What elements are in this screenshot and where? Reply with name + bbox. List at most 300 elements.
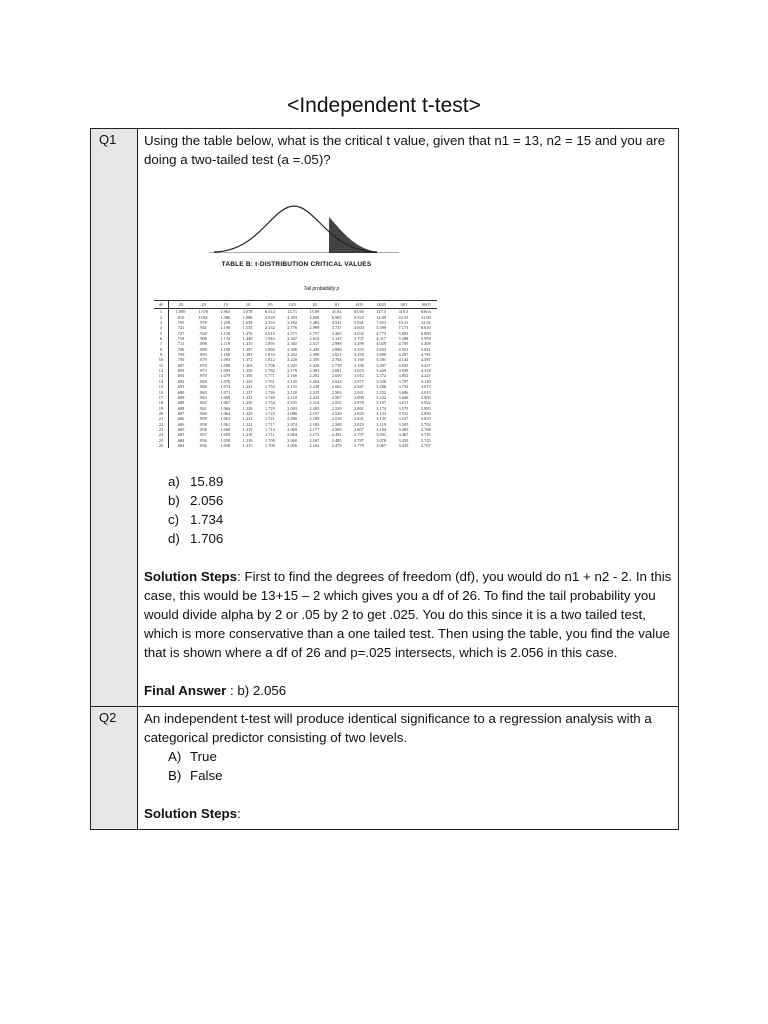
table-cell: 3.365 [331, 330, 342, 336]
table-cell: 2.896 [331, 346, 342, 352]
table-cell: 3.078 [376, 437, 387, 443]
table-cell: .697 [176, 362, 185, 368]
option-false[interactable]: B) False [168, 768, 223, 784]
table-cell: 26 [154, 443, 169, 448]
table-cell: 2.920 [264, 314, 275, 320]
table-cell: 19 [154, 406, 169, 411]
final-answer-label: Final Answer [144, 683, 227, 699]
table-cell: 1.134 [220, 336, 231, 342]
table-cell: 1.341 [242, 384, 253, 390]
table-cell: 2.205 [309, 405, 320, 411]
table-cell: 2.179 [287, 368, 298, 374]
table-cell: 1.533 [242, 325, 253, 331]
table-cell: 3.497 [376, 362, 387, 368]
table-cell: 3.250 [353, 352, 364, 358]
table-cell: 24 [154, 432, 169, 437]
table-cell: 2.183 [309, 421, 320, 427]
table-cell: 4.785 [398, 341, 409, 347]
table-cell: .706 [176, 346, 185, 352]
table-cell: 1.074 [220, 384, 231, 390]
table-cell: 3.467 [398, 432, 409, 438]
table-cell: 2.177 [309, 426, 320, 432]
table-cell: 3.182 [287, 320, 298, 326]
table-cell: 2.479 [331, 442, 342, 448]
table-header-cell: .0005 [415, 301, 437, 309]
table-cell: 2.977 [353, 378, 364, 384]
table-cell: 2.539 [331, 405, 342, 411]
table-header-cell: .02 [303, 301, 325, 309]
table-cell: 3.055 [353, 368, 364, 374]
table-cell: 3.106 [353, 362, 364, 368]
table-cell: 3.930 [398, 368, 409, 374]
table-cell: 2.060 [287, 437, 298, 443]
table-cell: .694 [176, 373, 185, 379]
table-cell: 3.153 [376, 410, 387, 416]
question-body [138, 707, 679, 830]
table-cell: 2.528 [331, 410, 342, 416]
table-cell: 3.787 [398, 378, 409, 384]
table-cell: 2.947 [353, 384, 364, 390]
table-cell: .686 [176, 421, 185, 427]
table-cell: 1.250 [220, 320, 231, 326]
question-number: Q2 [91, 707, 138, 830]
table-cell: .695 [176, 368, 185, 374]
table-cell: 2.552 [331, 400, 342, 406]
table-cell: 3.499 [353, 341, 364, 347]
table-cell: 1.321 [242, 421, 253, 427]
table-cell: 22.33 [398, 314, 409, 320]
table-cell: 31.82 [331, 309, 342, 315]
table-cell: 3 [154, 320, 169, 325]
table-cell: 2.120 [287, 389, 298, 395]
table-cell: 1.734 [264, 400, 275, 406]
table-cell: 3.450 [398, 437, 409, 443]
table-cell: 3.252 [376, 389, 387, 395]
table-cell: 2.131 [287, 384, 298, 390]
table-cell: 25 [154, 438, 169, 443]
table-cell: 1.058 [220, 442, 231, 448]
table-cell: 2.093 [287, 405, 298, 411]
table-cell: .689 [176, 394, 185, 400]
table-header-cell: .20 [192, 301, 214, 309]
table-cell: 3.078 [242, 309, 253, 315]
table-cell: .703 [176, 352, 185, 358]
table-cell: 1.069 [220, 394, 231, 400]
table-cell: 1.860 [264, 346, 275, 352]
table-cell: 1.833 [264, 352, 275, 358]
table-cell: 5.841 [353, 320, 364, 326]
table-cell: .861 [199, 405, 207, 411]
table-header-cell: .005 [348, 301, 370, 309]
table-cell: 2.228 [287, 357, 298, 363]
table-cell: 3.819 [420, 416, 431, 422]
table-cell: 1.812 [264, 357, 275, 363]
table-cell: 3.922 [420, 400, 431, 406]
table-cell: 1.706 [264, 442, 275, 448]
table-cell: 3.646 [398, 394, 409, 400]
table-cell: 1.337 [242, 389, 253, 395]
table-cell: .692 [176, 378, 185, 384]
table-header-cell: df [154, 301, 169, 309]
table-cell: .978 [199, 320, 207, 326]
table-cell: 1.190 [220, 325, 231, 331]
table-cell: 2.235 [309, 389, 320, 395]
table-cell: 2.264 [309, 378, 320, 384]
table-cell: 63.66 [353, 309, 364, 315]
question-text: An independent t-test will produce identical significance to a regression analysis with a categorical predictor consisting of two levels. [144, 711, 652, 746]
table-cell: 2.508 [331, 421, 342, 427]
table-cell: 2.167 [309, 437, 320, 443]
table-cell: 22 [154, 422, 169, 427]
table-cell: 3.965 [420, 394, 431, 400]
table-cell: 2.807 [353, 426, 364, 432]
table-cell: 21 [154, 416, 169, 421]
table-cell: 3.067 [376, 442, 387, 448]
table-cell: 2.145 [287, 378, 298, 384]
table-cell: 1.000 [175, 309, 186, 315]
table-cell: 9 [154, 352, 169, 357]
table-cell: 3.435 [398, 442, 409, 448]
table-cell: 3.707 [420, 442, 431, 448]
table-cell: .700 [176, 357, 185, 363]
table-cell: 2.999 [309, 325, 320, 331]
table-cell: 2.328 [309, 362, 320, 368]
table-cell: 12.71 [287, 309, 298, 315]
table-cell: 1.753 [264, 384, 275, 390]
table-cell: 3.552 [398, 410, 409, 416]
question-number: Q1 [91, 129, 138, 707]
table-cell: 1.771 [264, 373, 275, 379]
table-cell: 2.583 [331, 389, 342, 395]
table-cell: 4.297 [398, 352, 409, 358]
table-cell: 1.782 [264, 368, 275, 374]
table-cell: 3.428 [376, 368, 387, 374]
table-header-cell: .001 [392, 301, 414, 309]
table-cell: 1.638 [242, 320, 253, 326]
table-cell: 8.610 [420, 325, 431, 331]
table-header-cell: .025 [281, 301, 303, 309]
question-body [138, 129, 679, 707]
table-cell: 3.482 [309, 320, 320, 326]
table-cell: 6 [154, 336, 169, 341]
table-cell: 1.061 [220, 421, 231, 427]
table-cell: 1.059 [220, 432, 231, 438]
table-cell: .686 [176, 416, 185, 422]
table-cell: 4.073 [420, 384, 431, 390]
table-header-cell: .25 [169, 301, 192, 309]
table-cell: .857 [199, 432, 207, 438]
table-cell: 12.92 [420, 320, 431, 326]
table-cell: .873 [199, 368, 207, 374]
table-cell: 2.306 [287, 346, 298, 352]
table-cell: 10 [154, 357, 169, 362]
table-cell: 1.119 [220, 341, 231, 347]
table-cell: 1.060 [220, 426, 231, 432]
table-cell: 3.169 [353, 357, 364, 363]
table-cell: 3.505 [398, 421, 409, 427]
table-cell: 2.359 [309, 357, 320, 363]
table-cell: 3.725 [420, 437, 431, 443]
option-true[interactable]: A) True [168, 749, 217, 765]
table-cell: 1.943 [264, 336, 275, 342]
table-cell: 1.746 [264, 389, 275, 395]
table-cell: 3.119 [376, 421, 387, 427]
table-cell: 1.066 [220, 405, 231, 411]
table-cell: 6.965 [331, 314, 342, 320]
table-cell: 1.356 [242, 368, 253, 374]
table-cell: 2.449 [309, 346, 320, 352]
table-cell: 11 [154, 363, 169, 368]
table-cell: 3.792 [420, 421, 431, 427]
table-cell: .687 [176, 410, 185, 416]
table-cell: 5.959 [420, 336, 431, 342]
table-cell: 1.061 [198, 314, 208, 320]
solution-label: Solution Steps [144, 569, 238, 585]
table-cell: 2.650 [331, 373, 342, 379]
table-cell: 2.518 [331, 416, 342, 422]
table-cell: .889 [199, 346, 207, 352]
table-cell: .688 [176, 405, 185, 411]
table-cell: .711 [176, 341, 185, 347]
table-cell: .741 [176, 325, 185, 331]
table-cell: .691 [176, 384, 185, 390]
table-cell: 3.768 [420, 426, 431, 432]
table-cell: 1.063 [220, 416, 231, 422]
table-cell: 2.602 [331, 384, 342, 390]
table-cell: .816 [176, 314, 185, 320]
table-cell: 2.172 [309, 432, 320, 438]
table-cell: 2.845 [353, 410, 364, 416]
table-cell: 1.325 [242, 410, 253, 416]
table-header-row [154, 301, 437, 309]
table-cell: 1.415 [242, 341, 253, 347]
table-cell: 1.711 [264, 432, 275, 438]
table-cell: 2.878 [353, 400, 364, 406]
table-cell: .863 [199, 394, 207, 400]
table-cell: 2.764 [331, 357, 342, 363]
table-cell: 3.690 [376, 352, 387, 358]
table-cell: 1.100 [220, 352, 231, 358]
table-cell: .865 [199, 389, 207, 395]
table-cell: .765 [176, 320, 185, 326]
table-cell: 3.104 [376, 426, 387, 432]
table-cell: .862 [199, 400, 207, 406]
table-cell: 2.500 [331, 426, 342, 432]
bell-curve-graphic [209, 197, 399, 253]
table-cell: 1.721 [264, 416, 275, 422]
table-cell: 1.330 [242, 400, 253, 406]
table-cell: 5.408 [420, 341, 431, 347]
answer-options [144, 472, 672, 548]
table-cell: 4.587 [420, 357, 431, 363]
table-cell: 2.303 [309, 368, 320, 374]
table-cell: 318.3 [398, 309, 409, 315]
table-cell: 2.612 [309, 336, 320, 342]
table-cell: 1.714 [264, 426, 275, 432]
table-cell: 2.787 [353, 437, 364, 443]
solution-steps [144, 804, 672, 823]
table-cell: .941 [199, 325, 207, 331]
table-title: TABLE B: t-DISTRIBUTION CRITICAL VALUES [221, 261, 372, 268]
table-cell: 4.032 [353, 330, 364, 336]
table-cell: 2.831 [353, 416, 364, 422]
table-cell: 4.303 [287, 314, 298, 320]
table-cell: 3.174 [376, 405, 387, 411]
table-cell: 2.262 [287, 352, 298, 358]
table-cell: 2.681 [331, 368, 342, 374]
table-cell: 2.821 [331, 352, 342, 358]
table-cell: 2 [154, 315, 169, 320]
table-cell: 4.773 [376, 330, 387, 336]
table-cell: 1.440 [242, 336, 253, 342]
table-cell: 4.140 [420, 378, 431, 384]
solution-text: : [237, 806, 241, 822]
table-cell: .868 [199, 378, 207, 384]
table-cell: 4.144 [398, 357, 409, 363]
table-cell: 2.398 [309, 352, 320, 358]
table-cell: 5.598 [376, 325, 387, 331]
table-cell: 2.898 [353, 394, 364, 400]
table-cell: 3.326 [376, 378, 387, 384]
table-header-cell: .15 [214, 301, 236, 309]
table-cell: 18 [154, 400, 169, 405]
table-cell: 1.729 [264, 405, 275, 411]
solution-label: Solution Steps [144, 806, 238, 822]
table-cell: 636.6 [420, 309, 431, 315]
table-cell: .879 [199, 357, 207, 363]
table-cell: 1.372 [242, 357, 253, 363]
table-cell: 1.108 [220, 346, 231, 352]
table-cell: 2.779 [353, 442, 364, 448]
table-cell: 4.015 [420, 389, 431, 395]
table-cell: 13 [154, 373, 169, 378]
table-cell: 12 [154, 368, 169, 373]
table-cell: 3.527 [398, 416, 409, 422]
table-cell: 3.733 [398, 384, 409, 390]
table-cell: 3.197 [376, 400, 387, 406]
table-cell: 4 [154, 325, 169, 330]
page-title: <Independent t-test> [287, 94, 481, 117]
table-cell: 1.886 [242, 314, 253, 320]
table-cell: .859 [199, 416, 207, 422]
answer-options [144, 747, 672, 785]
table-cell: 10.21 [398, 320, 409, 326]
table-cell: 2.776 [287, 325, 298, 331]
table-cell: 2.015 [264, 330, 275, 336]
table-header-cell: .0025 [370, 301, 392, 309]
table-cell: 3.372 [376, 373, 387, 379]
table-cell: 1.079 [220, 373, 231, 379]
table-cell: 1.088 [220, 362, 231, 368]
table-cell: 1.345 [242, 378, 253, 384]
table-cell: .860 [199, 410, 207, 416]
table-cell: 1.363 [242, 362, 253, 368]
table-cell: 3.707 [353, 336, 364, 342]
table-cell: 3.850 [420, 410, 431, 416]
table-cell: 1.350 [242, 373, 253, 379]
table-cell: .858 [199, 426, 207, 432]
option-c[interactable]: c) 1.734 [168, 512, 224, 528]
table-cell: .906 [199, 336, 207, 342]
table-cell: 2.757 [309, 330, 320, 336]
table-cell: .685 [176, 426, 185, 432]
table-cell: 3.143 [331, 336, 342, 342]
table-cell: 3.852 [398, 373, 409, 379]
table-cell: 7.173 [398, 325, 409, 331]
table-cell: 15 [154, 384, 169, 389]
table-cell: 2.101 [287, 400, 298, 406]
table-cell: 1 [154, 309, 169, 315]
table-cell: 5.893 [398, 330, 409, 336]
table-cell: 4.437 [420, 362, 431, 368]
table-cell: 2.162 [309, 442, 320, 448]
question-row-q1 [91, 129, 679, 707]
table-cell: 2.718 [331, 362, 342, 368]
table-cell: 3.745 [420, 432, 431, 438]
table-cell: 2.214 [309, 400, 320, 406]
table-cell: 1.383 [242, 352, 253, 358]
table-cell: 1.071 [220, 389, 231, 395]
table-cell: 2.485 [331, 437, 342, 443]
table-cell: 23 [154, 427, 169, 432]
table-cell: 2.797 [353, 432, 364, 438]
solution-steps [144, 567, 672, 662]
table-cell: 4.604 [353, 325, 364, 331]
option-d[interactable]: d) 1.706 [168, 531, 224, 547]
table-cell: 1.761 [264, 378, 275, 384]
table-cell: 1.717 [264, 421, 275, 427]
table-cell: 6.314 [264, 309, 275, 315]
table-cell: 1.316 [242, 437, 253, 443]
table-cell: 1.328 [242, 405, 253, 411]
table-cell: .718 [176, 336, 185, 342]
table-cell: 3.286 [376, 384, 387, 390]
table-cell: 3.833 [376, 346, 387, 352]
table-cell: 2.086 [287, 410, 298, 416]
table-cell: 1.323 [242, 416, 253, 422]
table-cell: .856 [199, 442, 207, 448]
table-cell: 6.869 [420, 330, 431, 336]
table-cell: 31.60 [420, 314, 431, 320]
table-cell: 2.074 [287, 421, 298, 427]
table-cell: 3.747 [331, 325, 342, 331]
table-cell: 5.041 [420, 346, 431, 352]
table-cell: 3.135 [376, 416, 387, 422]
table-cell: 1.333 [242, 394, 253, 400]
table-cell: 8 [154, 347, 169, 352]
option-b[interactable]: b) 2.056 [168, 493, 224, 509]
table-cell: 2.064 [287, 432, 298, 438]
option-a[interactable]: a) 15.89 [168, 474, 224, 490]
table-cell: 127.3 [376, 309, 387, 315]
table-cell: 2.197 [309, 410, 320, 416]
table-subtitle: Tail probability p [303, 286, 340, 292]
table-cell: 2.861 [353, 405, 364, 411]
table-cell: 1.083 [220, 368, 231, 374]
table-cell: .883 [199, 352, 207, 358]
table-cell: 2.492 [331, 432, 342, 438]
table-cell: 1.156 [220, 330, 231, 336]
table-cell: 2.069 [287, 426, 298, 432]
table-cell: .690 [176, 389, 185, 395]
table-cell: 1.708 [264, 437, 275, 443]
table-cell: 1.067 [220, 400, 231, 406]
table-cell: 2.249 [309, 384, 320, 390]
table-cell: 4.221 [420, 373, 431, 379]
table-cell: 1.315 [242, 442, 253, 448]
table-cell: 3.355 [353, 346, 364, 352]
table-cell: 14.09 [376, 314, 387, 320]
